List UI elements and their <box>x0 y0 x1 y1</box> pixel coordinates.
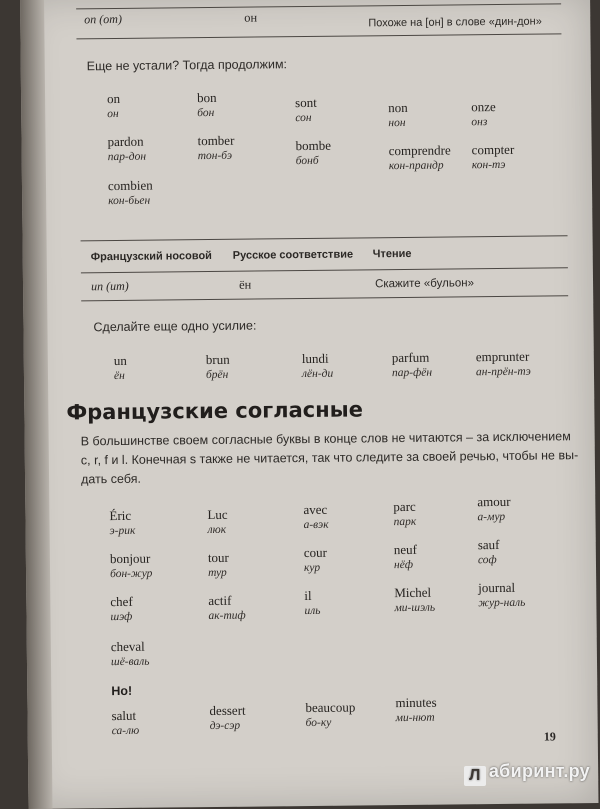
section-title: Французские согласные <box>66 397 363 424</box>
table2-header-reading: Чтение <box>373 248 412 260</box>
russian-transcription: э-рик <box>110 525 136 537</box>
russian-transcription: бон <box>197 107 214 119</box>
french-word: actif <box>208 593 231 609</box>
subheading-but: Но! <box>111 684 132 698</box>
french-word: neuf <box>394 542 417 558</box>
russian-transcription: нон <box>388 117 405 129</box>
table2-russian-cell: ён <box>239 278 251 293</box>
french-word: non <box>388 100 408 116</box>
russian-transcription: парк <box>393 516 416 528</box>
french-word: bonjour <box>110 551 151 567</box>
french-word: sauf <box>478 537 500 553</box>
russian-transcription: бон-жур <box>110 568 152 580</box>
russian-transcription: кур <box>304 562 320 574</box>
french-word: Luc <box>207 507 227 523</box>
russian-transcription: нёф <box>394 559 413 571</box>
russian-transcription: дэ-сэр <box>210 720 241 732</box>
french-word: amour <box>477 494 510 510</box>
page-number: 19 <box>544 729 556 744</box>
table2-header-russian: Русское соответствие <box>233 249 353 262</box>
french-word: cour <box>304 545 327 561</box>
table2-top-rule <box>81 235 568 241</box>
russian-transcription: тур <box>208 567 227 579</box>
russian-transcription: тон-бэ <box>198 150 232 162</box>
russian-transcription: бонб <box>296 155 319 167</box>
table1-russian-cell: он <box>244 11 257 26</box>
french-word: onze <box>471 99 496 115</box>
french-word: un <box>114 353 127 369</box>
paragraph-line-1: В большинстве своем согласные буквы в конце слов не читаются – за исключением <box>81 429 571 448</box>
french-word: parc <box>393 499 416 515</box>
russian-transcription: ён <box>114 370 125 382</box>
russian-transcription: пар-фён <box>392 367 432 379</box>
french-word: comprendre <box>389 142 451 159</box>
table1-bottom-rule <box>76 33 561 39</box>
paragraph-line-3: дать себя. <box>81 472 141 487</box>
prompt-continue: Еще не устали? Тогда продолжим: <box>87 57 287 73</box>
russian-transcription: са-лю <box>112 725 140 737</box>
site-watermark <box>464 761 590 786</box>
french-word: parfum <box>392 350 430 366</box>
french-word: salut <box>111 708 136 724</box>
russian-transcription: брён <box>206 369 228 381</box>
table2-divider <box>81 267 568 273</box>
russian-transcription: лён-ди <box>302 368 333 380</box>
french-word: beaucoup <box>305 700 355 717</box>
paragraph-line-2: c, r, f и l. Конечная s также не читается, так что следите за своей речью, чтобы не вы- <box>81 448 578 467</box>
table2-reading-cell: Скажите «бульон» <box>375 277 474 290</box>
french-word: cheval <box>111 639 145 655</box>
book-page <box>20 0 598 809</box>
french-word: sont <box>295 95 317 111</box>
table1-nasal-cell: on (om) <box>84 12 122 27</box>
russian-transcription: иль <box>304 605 320 617</box>
russian-transcription: кон-бьен <box>108 195 150 207</box>
russian-transcription: сон <box>295 112 311 124</box>
book-spine <box>20 0 53 809</box>
french-word: brun <box>206 352 230 368</box>
russian-transcription: пар-дон <box>108 151 146 163</box>
watermark-text: абиринт.ру <box>489 761 590 781</box>
watermark-logo-icon: Л <box>464 766 486 786</box>
french-word: combien <box>108 178 153 194</box>
russian-transcription: бо-ку <box>306 717 332 729</box>
russian-transcription: онз <box>471 116 487 128</box>
russian-transcription: кон-прандр <box>389 160 444 173</box>
table1-divider <box>76 3 561 9</box>
prompt-effort: Сделайте еще одно усилие: <box>93 319 256 335</box>
french-word: dessert <box>209 703 245 719</box>
french-word: on <box>107 91 120 107</box>
french-word: Éric <box>109 508 131 524</box>
french-word: lundi <box>302 351 329 367</box>
russian-transcription: кон-тэ <box>472 159 506 171</box>
russian-transcription: ан-прён-тэ <box>476 366 531 379</box>
russian-transcription: соф <box>478 554 497 566</box>
russian-transcription: люк <box>208 524 227 536</box>
russian-transcription: ми-шэль <box>394 602 435 614</box>
table1-reading-cell: Похоже на [он] в слове «дин-дон» <box>368 16 542 30</box>
french-word: emprunter <box>476 349 530 366</box>
french-word: compter <box>472 142 515 158</box>
french-word: journal <box>478 580 515 596</box>
russian-transcription: шё-валь <box>111 656 150 668</box>
table2-bottom-rule <box>81 295 568 301</box>
russian-transcription: а-вэк <box>303 519 328 531</box>
russian-transcription: жур-наль <box>478 597 525 609</box>
russian-transcription: ми-нют <box>396 712 435 724</box>
french-word: tomber <box>197 133 234 149</box>
table2-header-nasal: Французский носовой <box>91 250 212 263</box>
french-word: Michel <box>394 585 431 601</box>
french-word: bombe <box>296 138 332 154</box>
french-word: avec <box>303 502 327 518</box>
french-word: chef <box>110 594 133 610</box>
russian-transcription: шэф <box>110 611 132 623</box>
french-word: pardon <box>107 134 143 150</box>
russian-transcription: он <box>107 108 119 120</box>
table2-nasal-cell: un (um) <box>91 279 129 294</box>
french-word: tour <box>208 550 229 566</box>
french-word: bon <box>197 90 217 106</box>
russian-transcription: ак-тиф <box>208 610 245 622</box>
russian-transcription: а-мур <box>477 511 505 523</box>
french-word: minutes <box>395 695 436 711</box>
french-word: il <box>304 588 311 604</box>
